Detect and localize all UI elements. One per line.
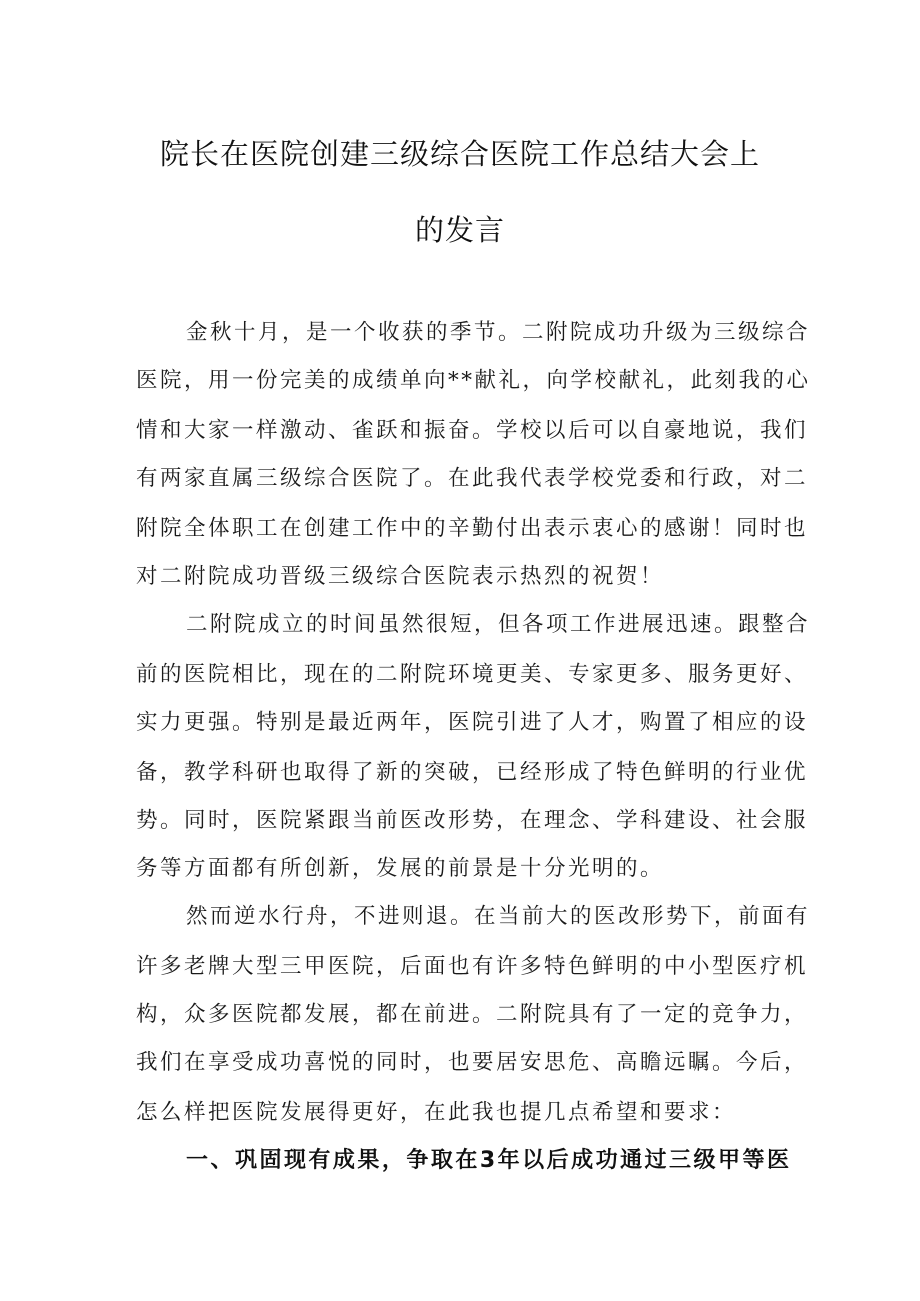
paragraph-1-line-6: 对二附院成功晋级三级综合医院表示热烈的祝贺！ xyxy=(136,564,665,589)
paragraph-2-line-3: 实力更强。特别是最近两年，医院引进了人才，购置了相应的设 xyxy=(136,710,809,735)
paragraph-1-line-2: 医院，用一份完美的成绩单向**献礼，向学校献礼，此刻我的心 xyxy=(136,368,811,393)
paragraph-3-line-3: 构，众多医院都发展，都在前进。二附院具有了一定的竞争力， xyxy=(136,1002,809,1027)
paragraph-2-line-1: 二附院成立的时间虽然很短，但各项工作进展迅速。跟整合 xyxy=(186,612,811,637)
paragraph-2-line-6: 务等方面都有所创新，发展的前景是十分光明的。 xyxy=(136,856,665,881)
paragraph-3-line-2: 许多老牌大型三甲医院，后面也有许多特色鲜明的中小型医疗机 xyxy=(136,954,809,979)
document-title-line-1: 院长在医院创建三级综合医院工作总结大会上 xyxy=(159,137,760,171)
paragraph-2-line-5: 势。同时，医院紧跟当前医改形势，在理念、学科建设、社会服 xyxy=(136,808,809,833)
paragraph-1-line-3: 情和大家一样激动、雀跃和振奋。学校以后可以自豪地说，我们 xyxy=(136,418,809,443)
document-title-line-2: 的发言 xyxy=(414,213,505,247)
paragraph-1-line-1: 金秋十月，是一个收获的季节。二附院成功升级为三级综合 xyxy=(186,320,811,345)
paragraph-3-line-1: 然而逆水行舟，不进则退。在当前大的医改形势下，前面有 xyxy=(186,904,811,929)
paragraph-3-line-4: 我们在享受成功喜悦的同时，也要居安思危、高瞻远瞩。今后， xyxy=(136,1050,809,1075)
paragraph-2-line-4: 备，教学科研也取得了新的突破，已经形成了特色鲜明的行业优 xyxy=(136,760,809,785)
paragraph-3-line-5: 怎么样把医院发展得更好，在此我也提几点希望和要求： xyxy=(136,1100,737,1125)
paragraph-1-line-5: 附院全体职工在创建工作中的辛勤付出表示衷心的感谢！同时也 xyxy=(136,516,809,541)
paragraph-1-line-4: 有两家直属三级综合医院了。在此我代表学校党委和行政，对二 xyxy=(136,466,809,491)
section-heading-1: 一、巩固现有成果，争取在3年以后成功通过三级甲等医 xyxy=(186,1148,790,1173)
paragraph-2-line-2: 前的医院相比，现在的二附院环境更美、专家更多、服务更好、 xyxy=(136,662,809,687)
